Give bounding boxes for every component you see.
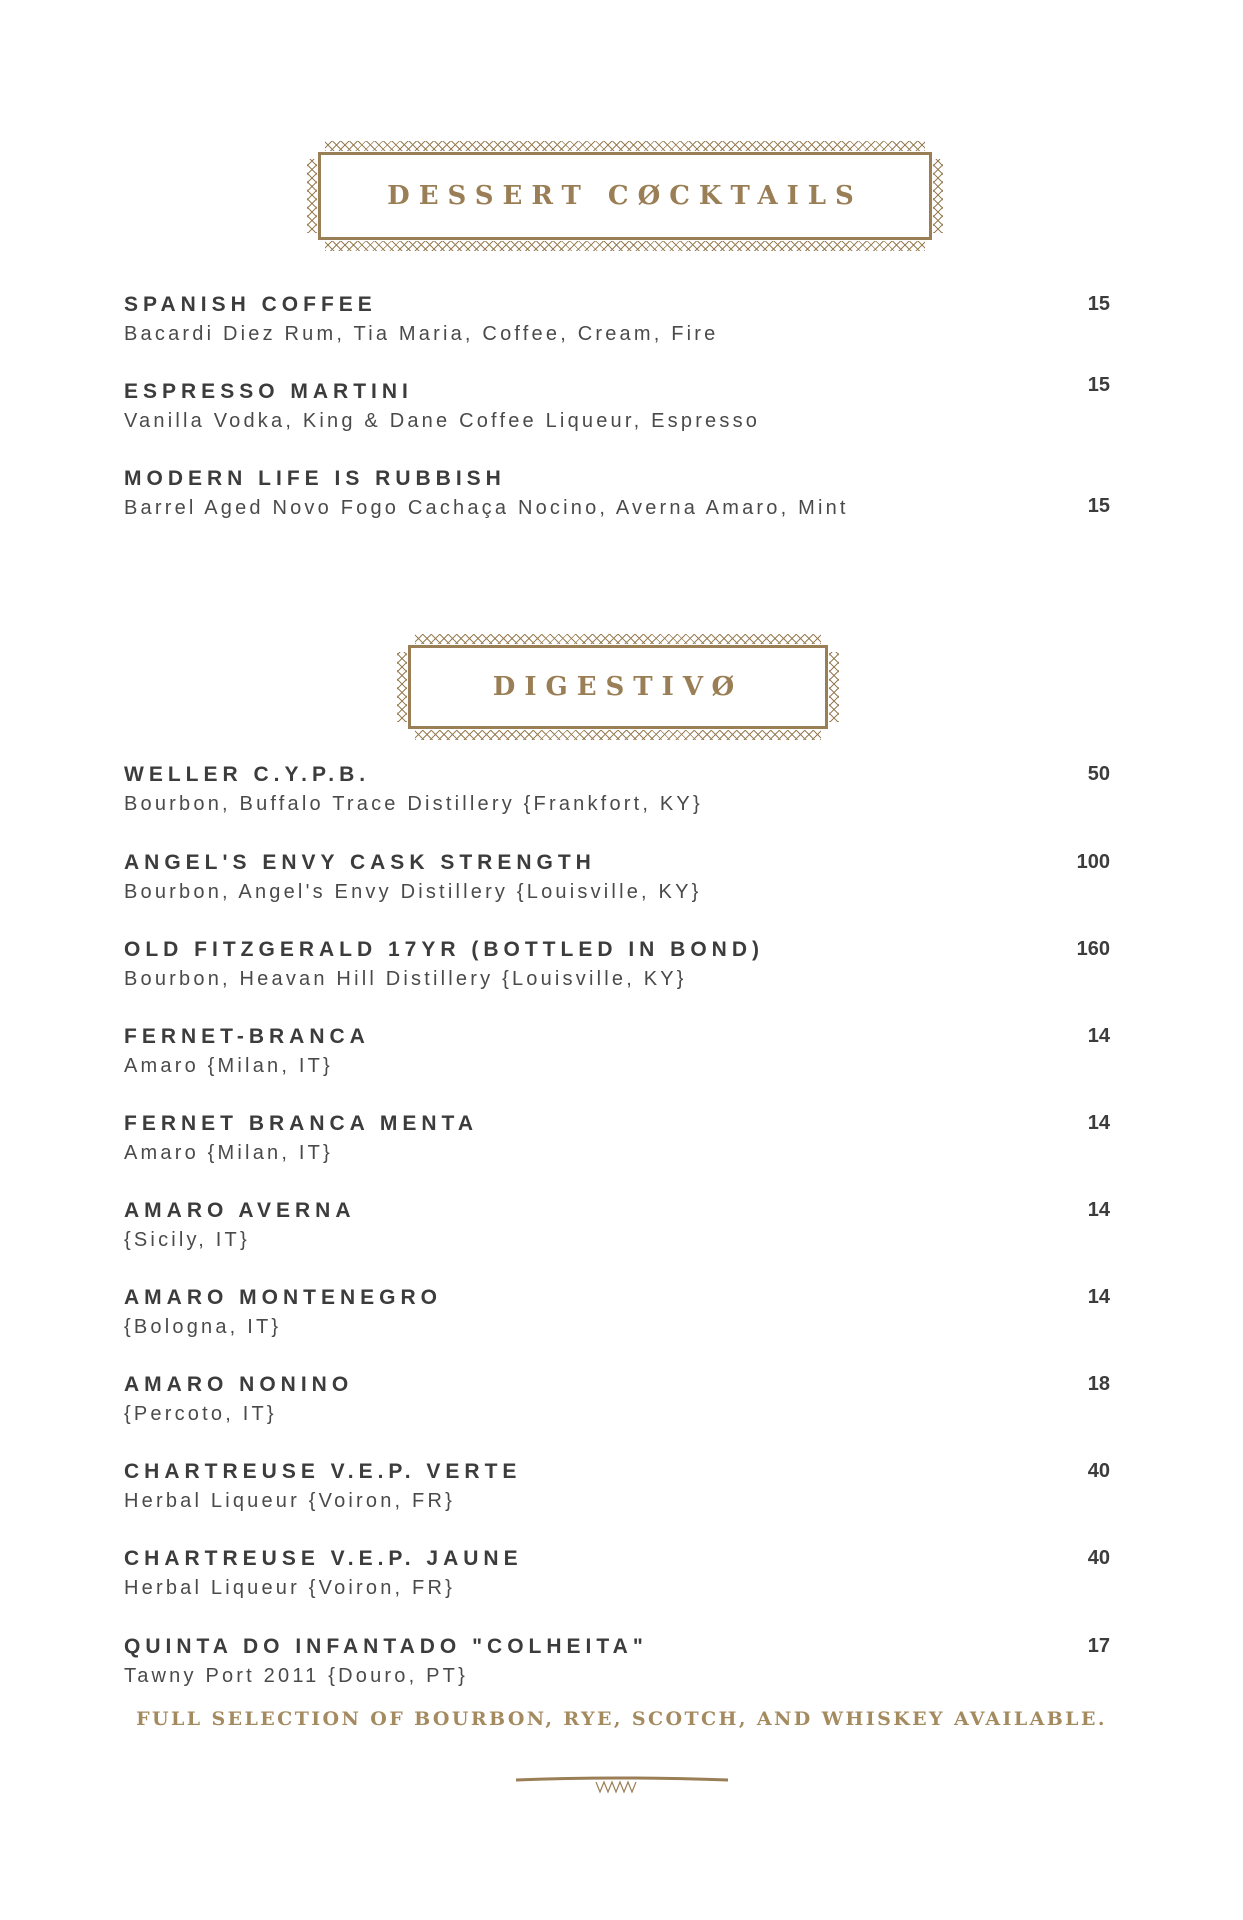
item-name: CHARTREUSE V.E.P. JAUNE	[124, 1547, 523, 1570]
item-name: AMARO MONTENEGRO	[124, 1286, 442, 1309]
dessert-cocktails-header-frame	[318, 152, 932, 240]
item-price: 17	[1087, 1635, 1110, 1657]
item-name: AMARO AVERNA	[124, 1199, 356, 1222]
item-description: Tawny Port 2011 {Douro, PT}	[124, 1665, 468, 1687]
item-description: {Sicily, IT}	[124, 1229, 250, 1251]
item-price: 15	[1087, 374, 1110, 396]
item-description: Amaro {Milan, IT}	[124, 1055, 333, 1077]
dessert-cocktails-title: DESSERT CØCKTAILS	[387, 181, 863, 211]
item-price: 100	[1076, 851, 1110, 873]
item-description: Vanilla Vodka, King & Dane Coffee Liqueur, Espresso	[124, 410, 761, 432]
menu-item	[124, 851, 1110, 904]
menu-item	[124, 374, 1110, 433]
menu-item	[124, 1373, 1110, 1426]
item-price: 14	[1087, 1112, 1110, 1134]
item-price: 160	[1076, 938, 1110, 960]
menu-item	[124, 1460, 1110, 1513]
item-description: Herbal Liqueur {Voiron, FR}	[124, 1577, 455, 1599]
item-price: 50	[1087, 763, 1110, 785]
footer-note: FULL SELECTION OF BOURBON, RYE, SCOTCH, AND WHISKEY AVAILABLE.	[136, 1708, 1107, 1730]
item-description: Amaro {Milan, IT}	[124, 1142, 333, 1164]
menu-item	[124, 1547, 1110, 1600]
menu-item	[124, 938, 1110, 991]
item-price: 14	[1087, 1199, 1110, 1221]
item-name: ANGEL'S ENVY CASK STRENGTH	[124, 851, 596, 874]
item-description: Bacardi Diez Rum, Tia Maria, Coffee, Cream, Fire	[124, 323, 719, 345]
item-description: Herbal Liqueur {Voiron, FR}	[124, 1490, 455, 1512]
item-description: Barrel Aged Novo Fogo Cachaça Nocino, Averna Amaro, Mint	[124, 497, 849, 519]
digestivo-title: DIGESTIVØ	[492, 672, 744, 702]
item-name: FERNET BRANCA MENTA	[124, 1112, 478, 1135]
menu-item	[124, 467, 1110, 520]
menu-item	[124, 1199, 1110, 1252]
item-description: Bourbon, Heavan Hill Distillery {Louisville, KY}	[124, 968, 687, 990]
item-name: WELLER C.Y.P.B.	[124, 763, 371, 786]
item-price: 14	[1087, 1025, 1110, 1047]
digestivo-header-frame	[408, 645, 828, 729]
item-price: 14	[1087, 1286, 1110, 1308]
item-description: {Bologna, IT}	[124, 1316, 282, 1338]
item-price: 15	[1087, 293, 1110, 315]
item-name: AMARO NONINO	[124, 1373, 354, 1396]
menu-item	[124, 1286, 1110, 1339]
item-price: 18	[1087, 1373, 1110, 1395]
item-description: {Percoto, IT}	[124, 1403, 277, 1425]
item-name: CHARTREUSE V.E.P. VERTE	[124, 1460, 522, 1483]
item-description: Bourbon, Buffalo Trace Distillery {Frankfort, KY}	[124, 793, 703, 815]
item-price: 40	[1087, 1547, 1110, 1569]
item-description: Bourbon, Angel's Envy Distillery {Louisville, KY}	[124, 881, 702, 903]
item-price: 15	[1087, 495, 1110, 517]
item-name: SPANISH COFFEE	[124, 293, 377, 316]
menu-item	[124, 1635, 1110, 1688]
ornament-divider-icon	[516, 1774, 728, 1800]
item-name: MODERN LIFE IS RUBBISH	[124, 467, 506, 490]
menu-item	[124, 1112, 1110, 1165]
item-price: 40	[1087, 1460, 1110, 1482]
item-name: OLD FITZGERALD 17YR (BOTTLED IN BOND)	[124, 938, 764, 961]
item-name: ESPRESSO MARTINI	[124, 380, 413, 403]
item-name: QUINTA DO INFANTADO "COLHEITA"	[124, 1635, 648, 1658]
menu-item	[124, 1025, 1110, 1078]
menu-item	[124, 763, 1110, 816]
item-name: FERNET-BRANCA	[124, 1025, 370, 1048]
menu-item	[124, 293, 1110, 346]
